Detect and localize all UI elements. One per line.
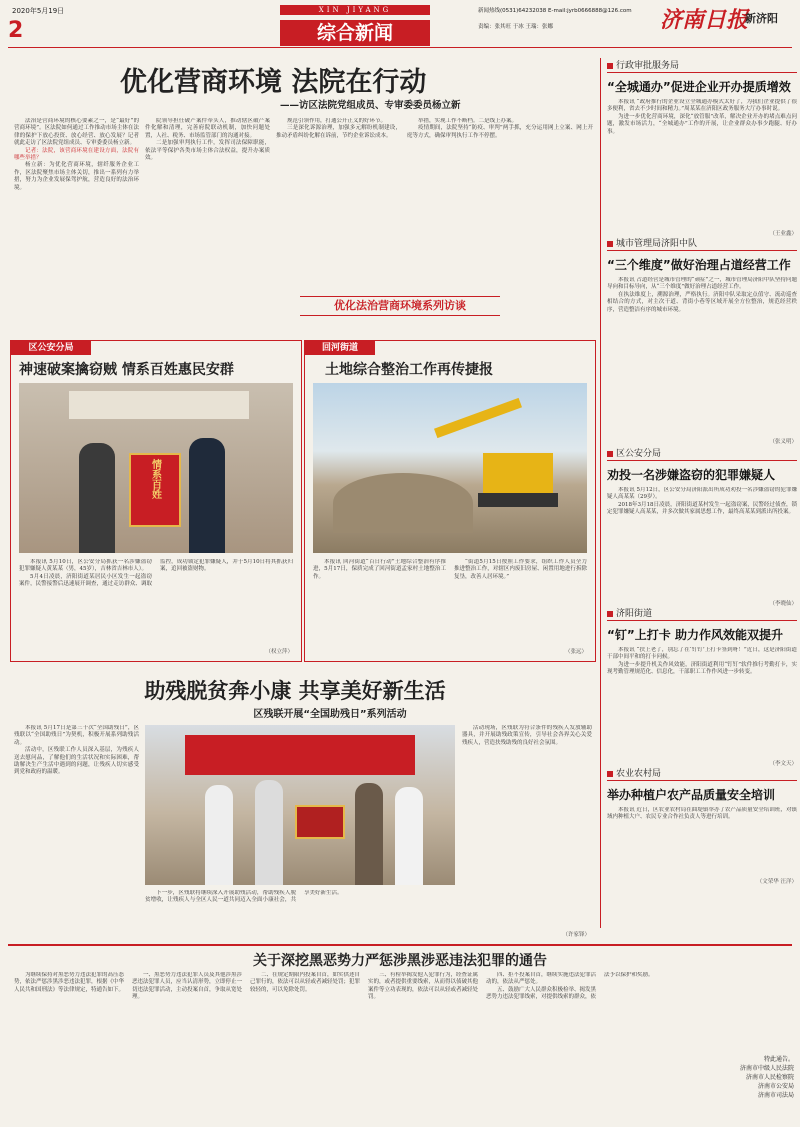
urban-title: “三个维度”做好治理占道经营工作 [607,258,791,272]
policy-box [607,58,797,236]
farm-text [607,807,797,877]
police-tag: 区公安分局 [607,446,797,461]
issue-date: 2020年5月19日 [12,7,65,15]
event-backdrop [185,735,415,775]
policy-text [607,99,797,229]
story2-paragraph-2: “街道5月15日按照工作要求，组织工作人员全力推进整治工作，对辖区内废旧房屋、闲置用地进行拆除复垦，改善人居环境。” [454,559,587,580]
paper-logo: 济南日报 [660,7,749,33]
person-right [189,438,225,553]
farm-paragraph: 本报讯 近日，区农业农村局在曲堤镇举办了农产品质量安全培训班，对镇域内种植大户、农民专业合作社负责人等进行培训。 [607,807,797,821]
lead-col-1 [14,118,139,290]
policy-author: （王业鑫） [769,231,797,237]
story1-author: （权立萍） [265,649,293,655]
street-title: “钉”上打卡 助力作风效能双提升 [607,628,783,642]
feature-paragraph-3: 活动现场，区残联为符合条件的残疾人发放辅助器具，并开展助残政策宣传，引导社会各界关心关爱残疾人，营造扶残助残的良好社会氛围。 [462,725,592,746]
issuer-3: 济南市公安局 [757,1083,794,1090]
editor-line: 责编：张其旺 于冰 王瑞：张娜 [478,24,553,30]
story1-title: 神速破案擒窃贼 情系百姓惠民安群 [19,362,234,378]
lead-col-2 [145,118,270,290]
police-paragraph-2: 2018年3月18日凌晨，济阳街道某村发生一起盗窃案，民警经过侦查，锁定犯罪嫌疑人高某某，并多次做其家属思想工作，最终高某某到派出所投案。 [607,501,797,516]
banner-flag-text: 情系百姓 [149,459,161,499]
urban-tag: 城市管理局济阳中队 [607,236,797,251]
street-box [607,606,797,766]
feature-paragraph: 本报讯 5月17日是第三十次“全国助残日”，区残联以“全国助残日”为契机，积极开展系列助残活动。 [14,725,139,746]
street-author: （李文天） [769,761,797,767]
page-number: 2 [8,18,24,43]
street-paragraph: 本报讯 “扶上老了，别忘了在‘钉钉’上打卡签到呀！”近日，这是济阳街道干部中间平和的打卡问候。 [607,647,797,661]
story2-author: （张远） [564,649,587,655]
feature-author: （许家锋） [562,932,590,938]
policy-paragraph-2: 为进一步优化营商环境，深化“放管服”改革，解决企业开办的堵点难点问题，激发市场活力，“全城通办”工作的开展，让企业群众办事少跑腿、好办事。 [607,113,797,135]
notice-rule [8,944,792,946]
notice-paragraph-3: 二、在规定期限内投案自首，如实供述自己罪行的，依法可以从轻或者减轻处罚；犯罪较轻的，可以免除处罚。 [250,972,361,993]
person-left [79,443,115,553]
issuer-1: 济南市中级人民法院 [739,1065,794,1072]
story2-photo [313,383,587,553]
lead-col-3 [276,118,401,290]
police-paragraph: 本报讯 5月12日，区公安分局济阳派出所成功劝投一名涉嫌盗窃的犯罪嫌疑人高某某（29岁）。 [607,487,797,501]
farm-title: 举办种植户农产品质量安全培训 [607,788,776,802]
issuer-4: 济南市司法局 [757,1092,794,1099]
story2-text [313,559,587,647]
attendee-4 [395,787,423,885]
street-text [607,647,797,759]
plaque [69,391,249,419]
lead-paragraph: 规范引领作用，打通公开正义的好环节。 [287,118,387,124]
attendee-1 [205,785,233,885]
hotline: 新闻热线(0531)64232038 E-mail:jyrb0666888@126.com [478,8,632,14]
urban-paragraph-2: 在执法维度上，溯源治理，严格执行。济阳中队采取定点值守、流动巡查相结合的方式，对主次干道、背街小巷等区域开展全方位整治，规范经营秩序，营造整洁有序的城市环境。 [607,291,797,313]
excavator-arm [434,398,522,438]
section-title: 综合新闻 [280,20,430,46]
farm-box [607,766,797,906]
story1-text [19,559,293,647]
story1-photo [19,383,293,553]
story1-box [10,340,302,662]
story2-tag: 回河街道 [305,341,375,355]
certificate [295,805,345,839]
lead-col-4 [407,118,593,290]
series-banner-text: 优化法治营商环境系列访谈 [334,299,466,312]
notice-paragraph-5: 四、拒不投案自首，继续实施违法犯罪活动的，依法从严惩处。 [486,972,597,986]
lead-qa: 记者：法院，该营商环境在建设方面，法院有哪些举措？ [14,147,139,162]
police-text [607,487,797,599]
banner-flag [129,453,181,527]
lead-paragraph-3: 二是加强审判执行工作，发挥司法保障职能，依法平等保护各类市场主体合法权益，提升办案质效。 [145,140,270,162]
attendee-3 [355,783,383,885]
paper-subtitle: 新济阳 [745,12,778,25]
page-header [0,0,800,44]
lead-paragraph: 法治是营商环境的核心要素之一，是“最好”的营商环境”。区法院如何通过工作推动市场主体在法律的保护下放心投资、放心经营、放心发展？记者就此走访了区法院党组成员、专审委委员杨立新。 [14,118,139,147]
street-paragraph-2: 为进一步提升机关作风效能，济阳街道利用“钉钉”软件推行考勤打卡，实现考勤管理规范化、信息化，干部职工工作作风进一步转变。 [607,661,797,676]
notice-closing: 特此通告。 [763,1056,794,1063]
notice-paragraph-4: 三、有检举揭发他人犯罪行为，经查证属实的，或者提供重要线索，从而得以侦破其他案件等立功表现的，依法可以从轻或者减轻处罚。 [368,972,479,1001]
lead-paragraph-4: 三是深化诉源治理，加强多元解纷机制建设，推动矛盾纠纷化解在诉前，节约企业诉讼成本。 [276,125,401,139]
header-rule [8,47,792,48]
lead-series-banner [300,296,500,316]
feature-title: 助残脱贫奔小康 共享美好新生活 [144,678,446,703]
excavator-track [478,493,558,507]
feature-paragraph-2: 活动中，区残联工作人员深入基层，为残疾人送去慰问品，了解他们的生活状况和实际困难，帮助解决生产生活中遇到的问题，让残疾人切实感受到党和政府的温暖。 [14,747,139,776]
sidebar [600,58,797,928]
issuer-2: 济南市人民检察院 [745,1074,794,1081]
feature-col-1 [14,725,139,940]
excavator-body [483,453,553,493]
feature-col-under [145,890,455,940]
lead-paragraph: 举措，实现工作不断档。二是线上办案。 [418,118,518,124]
feature-paragraph-4: 下一步，区残联将继续深入开展助残活动，帮助残疾人脱贫增收，让残疾人与全区人民一道共同迈入全面小康社会，共享美好新生活。 [145,890,343,904]
urban-paragraph: 本报讯 占道经营是城市管理的“顽症”之一，城市管理局济阳中队坚持问题导向和目标导向，从“三个维度”做好治理占道经营工作。 [607,277,797,291]
story2-paragraph: 本报讯 回河街道“百日行动”土地综合整治有序推进，5月17日，保质完成了回河街道孟家村土地整治工作。 [313,559,446,580]
notice-title: 关于深挖黑恶势力严惩涉黑涉恶违法犯罪的通告 [253,953,547,969]
notice-signature [716,1055,794,1100]
story2-title: 土地综合整治工作再传捷报 [325,362,493,378]
police-author: （李晓仙） [769,601,797,607]
rubble-pile [333,473,473,533]
notice-paragraph: 为继续保持对黑恶势力违法犯罪的高压态势，依法严惩涉黑涉恶违法犯罪，根据《中华人民共和国刑法》等法律规定，特通告如下。 [14,972,125,993]
story2-box [304,340,596,662]
farm-author: （文荣华 汪洋） [756,879,797,885]
urban-text [607,277,797,437]
story1-paragraph-2: 5月4日凌晨，济阳街道某居民小区发生一起盗窃案件，民警接警后迅速展开调查，通过走访群众、调取监控，成功锁定犯罪嫌疑人，并于5月10日将其抓获归案，追回被盗财物。 [19,559,293,588]
police-box [607,446,797,606]
lead-subtitle: ——访区法院党组成员、专审委委员杨立新 [280,100,461,111]
policy-tag: 行政审批服务局 [607,58,797,73]
lead-title: 优化营商环境 法院在行动 [120,67,427,98]
notice-paragraph-6: 五、鼓励广大人民群众积极检举、揭发黑恶势力违法犯罪线索，对提供线索的群众，依法予以保护和奖励。 [486,972,654,1001]
policy-paragraph: 本报讯 “政府推行的企业设立全城通办模式太好了，为我们企业提供了很多便利，省去不少时间和精力。”周某某在济阳区政务服务大厅办事时说。 [607,99,797,113]
feature-photo [145,725,455,885]
attendee-2 [255,780,283,885]
feature-subtitle: 区残联开展“全国助残日”系列活动 [253,709,407,720]
story1-paragraph: 本报讯 5月10日，区公安分局抓获一名涉嫌盗窃犯罪嫌疑人黄某某（男，45岁），吉林省吉林市人）。 [19,559,152,573]
policy-title: “全城通办”促进企业开办提质增效 [607,80,791,94]
urban-author: （张义明） [769,439,797,445]
feature-col-3 [462,725,592,940]
lead-paragraph: 院领导担任破产案件牵头人，推动辖区破产案件化解和清理，完善府院联动机制，加快问题处置，人社、税务、市场监管部门的沟通对接。 [145,118,270,139]
pinyin-bar: XIN JIYANG [280,5,430,15]
police-title: 劝投一名涉嫌盗窃的犯罪嫌疑人 [607,468,776,482]
lead-paragraph-2: 杨立新：为优化营商环境，辖纤服务企业工作，区法院聚焦市场主体关切，推出一系列有力举措，努力为企业发展保驾护航，营造良好的法治环境。 [14,162,139,191]
urban-box [607,236,797,446]
notice-text [14,972,714,1120]
lead-paragraph-5: 疫情期间，法院坚持“防疫、审判”两手抓，充分运用网上立案、网上开庭等方式，确保审判执行工作不停摆。 [407,125,593,139]
story1-tag: 区公安分局 [11,341,91,355]
farm-tag: 农业农村局 [607,766,797,781]
notice-paragraph-2: 一、黑恶势力违法犯罪人员及其他涉黑涉恶违法犯罪人员，应当认清形势，立即停止一切违法犯罪活动，主动投案自首，争取从宽处理。 [132,972,243,1001]
street-tag: 济阳街道 [607,606,797,621]
